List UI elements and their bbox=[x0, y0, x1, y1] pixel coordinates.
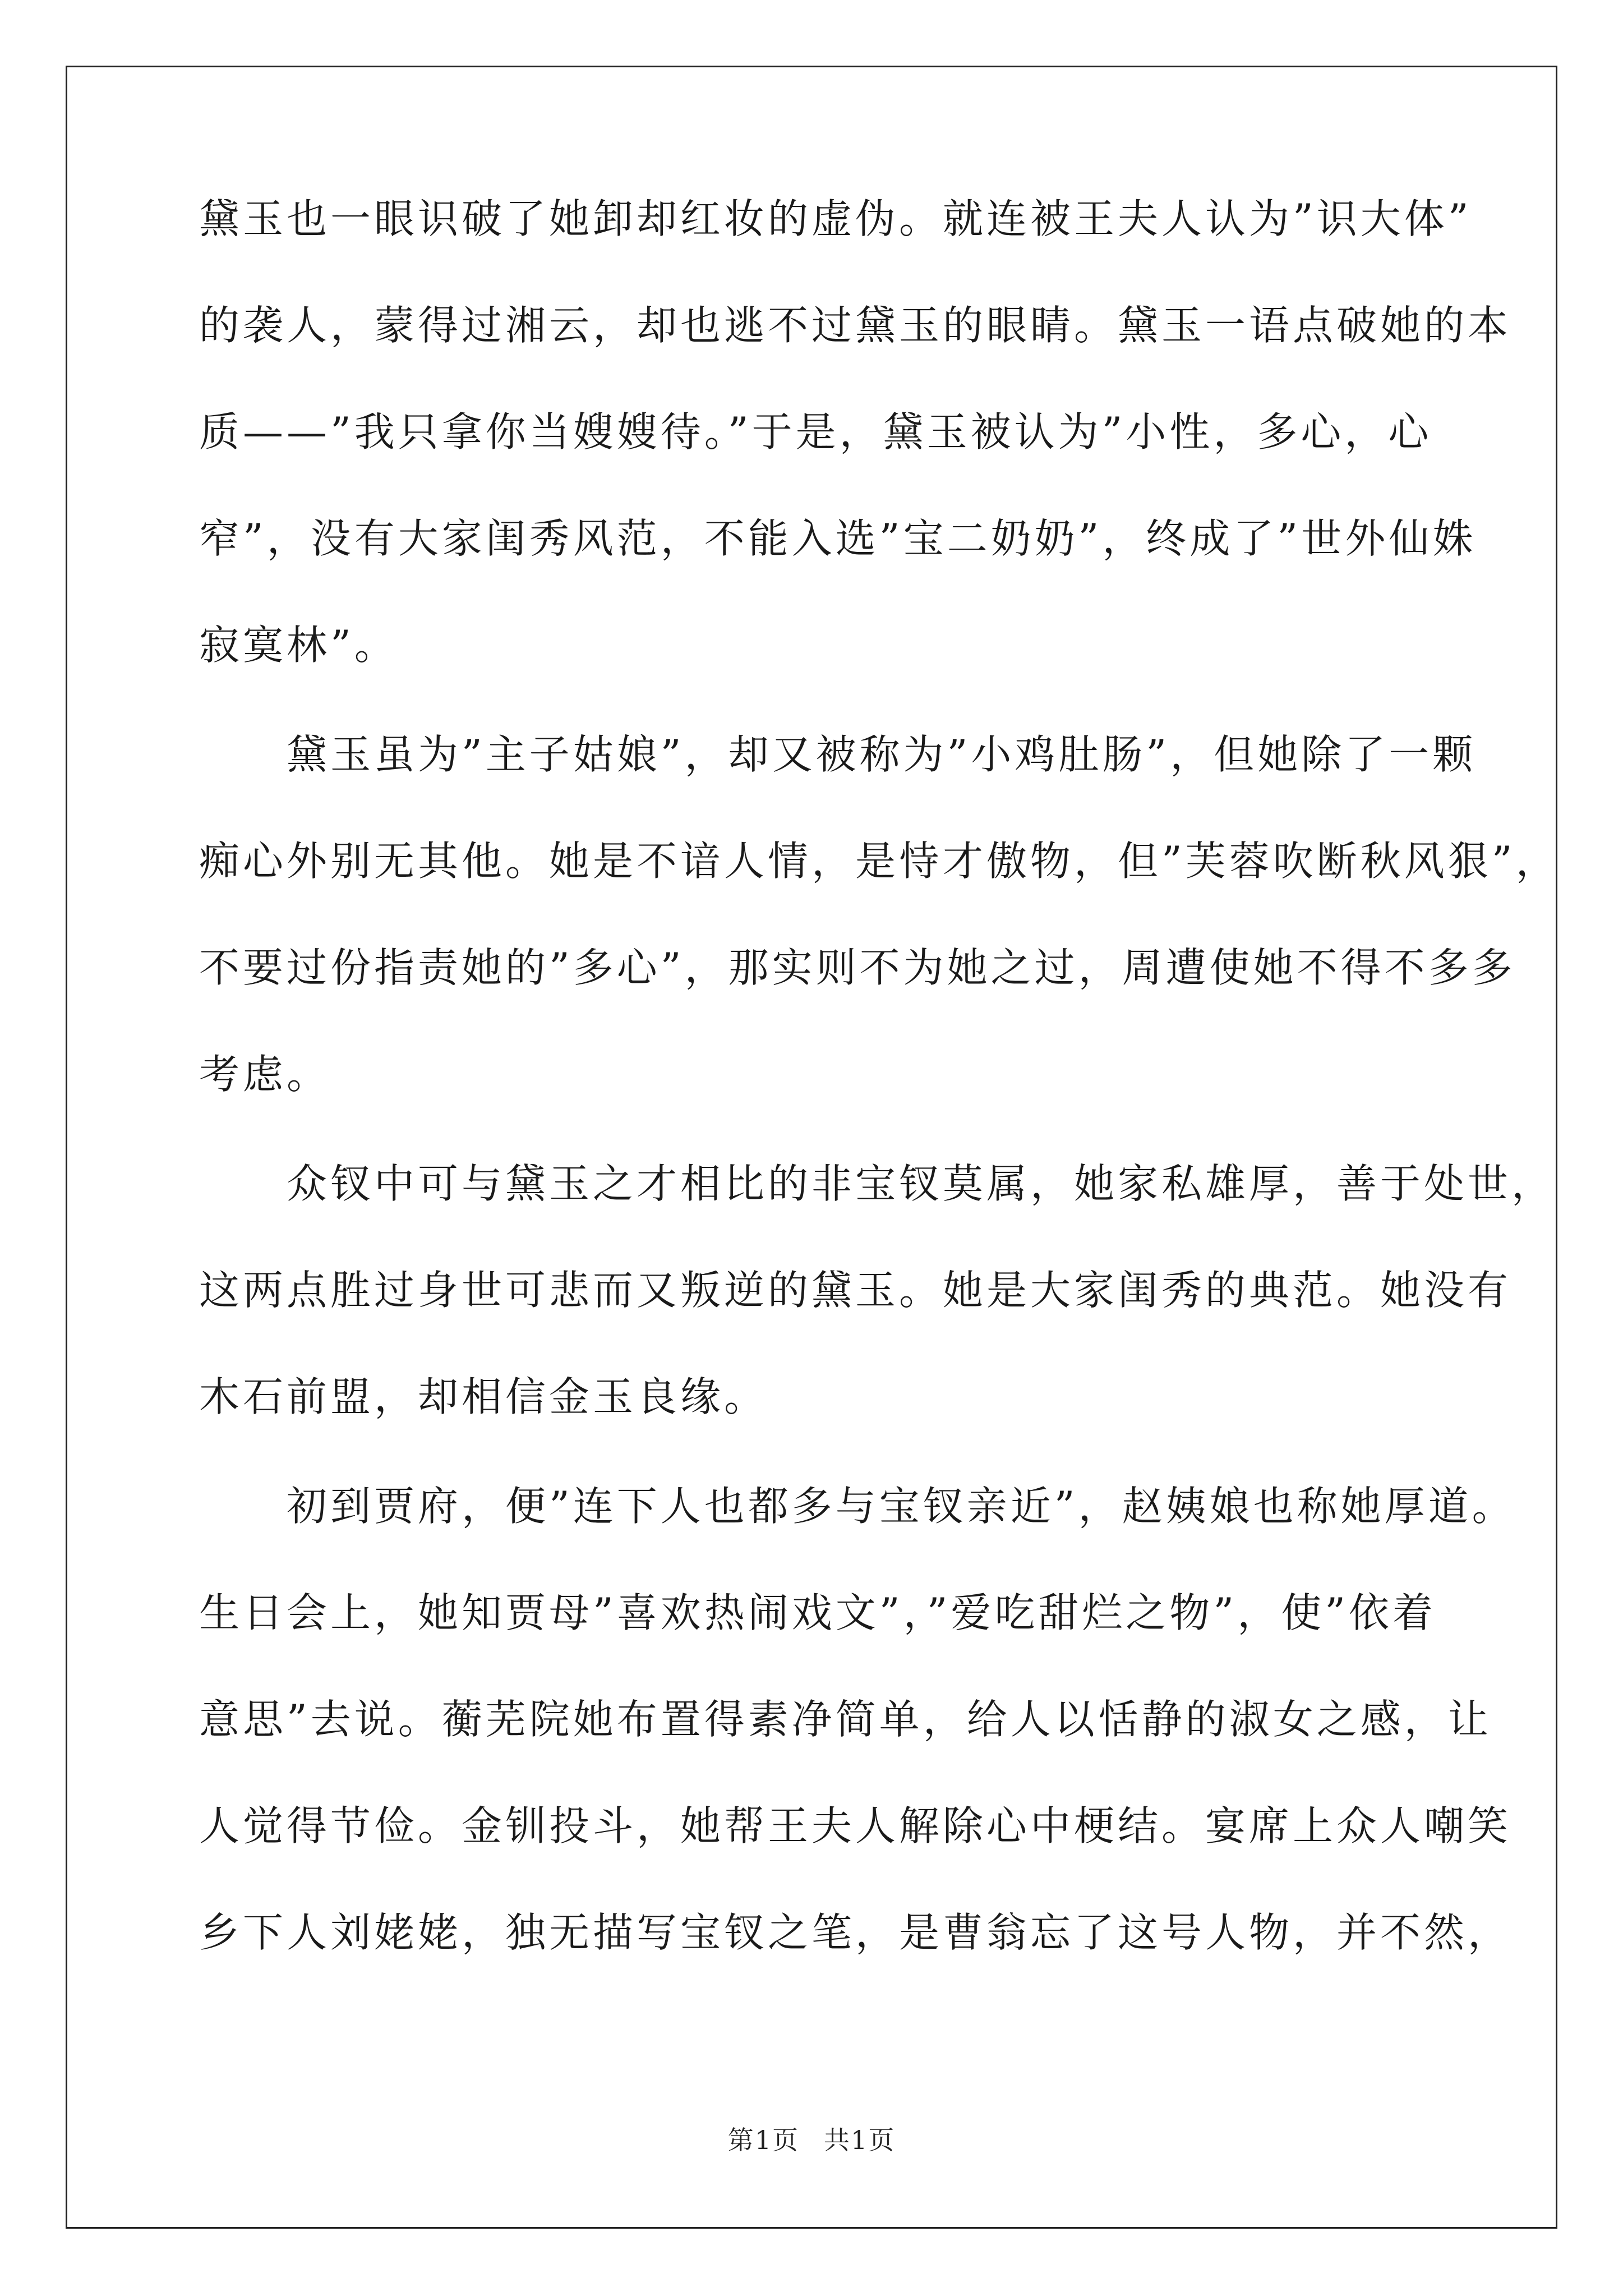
text-line: 生日会上，她知贾母”喜欢热闹戏文”，”爱吃甜烂之物”，使”依着 bbox=[199, 1589, 1437, 1636]
text-line: 质——”我只拿你当嫂嫂待。”于是，黛玉被认为”小性，多心，心 bbox=[199, 408, 1432, 455]
text-line: 考虑。 bbox=[199, 1051, 331, 1098]
text-line: 黛玉也一眼识破了她卸却红妆的虚伪。就连被王夫人认为”识大体” bbox=[199, 195, 1472, 242]
text-line: 窄”，没有大家闺秀风范，不能入选”宝二奶奶”，终成了”世外仙姝 bbox=[199, 515, 1477, 562]
text-line: 痴心外别无其他。她是不谙人情，是恃才傲物，但”芙蓉吹断秋风狠”， bbox=[199, 838, 1560, 885]
paragraph-start-line: 众钗中可与黛玉之才相比的非宝钗莫属，她家私雄厚，善于处世， bbox=[199, 1160, 1556, 1207]
text-line: 寂寞林”。 bbox=[199, 622, 398, 669]
text-line: 乡下人刘姥姥，独无描写宝钗之笔，是曹翁忘了这号人物，并不然， bbox=[199, 1909, 1512, 1956]
text-line: 意思”去说。蘅芜院她布置得素净简单，给人以恬静的淑女之感，让 bbox=[199, 1696, 1492, 1743]
text-line: 不要过份指责她的”多心”，那实则不为她之过，周遭使她不得不多多 bbox=[199, 944, 1516, 991]
text-line: 的袭人，蒙得过湘云，却也逃不过黛玉的眼睛。黛玉一语点破她的本 bbox=[199, 302, 1512, 349]
page-number: 第1页 bbox=[727, 2125, 799, 2155]
page-total: 共1页 bbox=[824, 2125, 896, 2155]
page-footer bbox=[0, 2123, 1623, 2157]
paragraph-start-line: 初到贾府，便”连下人也都多与宝钗亲近”，赵姨娘也称她厚道。 bbox=[199, 1483, 1516, 1530]
text-line: 这两点胜过身世可悲而又叛逆的黛玉。她是大家闺秀的典范。她没有 bbox=[199, 1267, 1512, 1314]
text-line: 人觉得节俭。金钏投斗，她帮王夫人解除心中梗结。宴席上众人嘲笑 bbox=[199, 1802, 1512, 1849]
text-line: 木石前盟，却相信金玉良缘。 bbox=[199, 1373, 768, 1420]
paragraph-start-line: 黛玉虽为”主子姑娘”，却又被称为”小鸡肚肠”，但她除了一颗 bbox=[199, 731, 1477, 778]
